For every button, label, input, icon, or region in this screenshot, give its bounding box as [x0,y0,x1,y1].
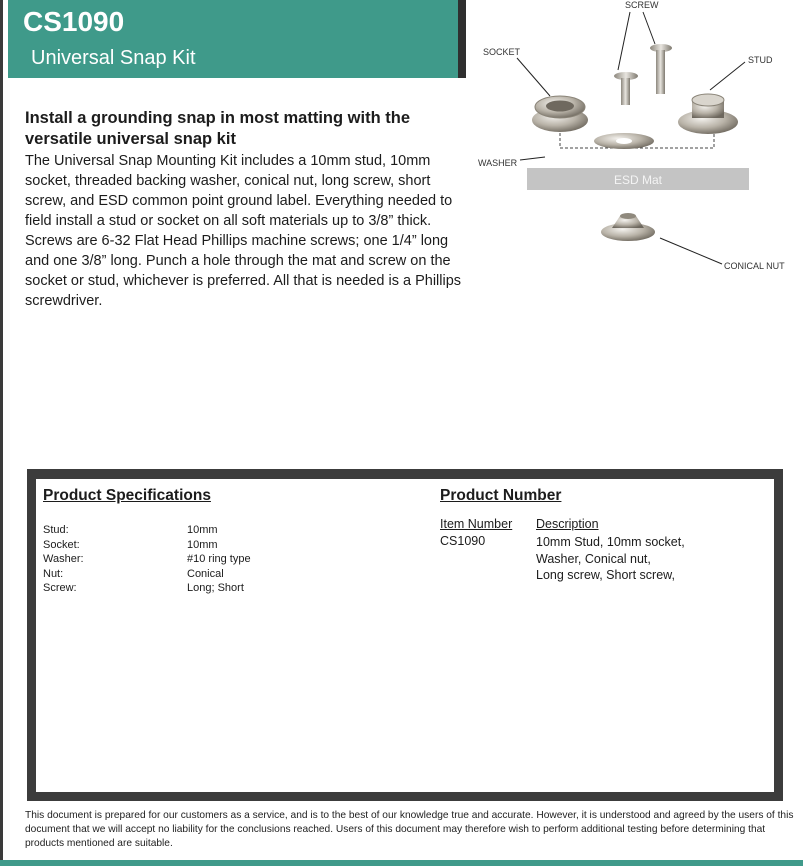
assembly-illustration [470,0,803,300]
description-line: Long screw, Short screw, [536,568,675,582]
spec-label: Screw: [43,582,77,594]
screw-leader-1 [618,12,630,70]
spec-value: #10 ring type [187,553,251,565]
left-border [0,0,3,866]
description-line: 10mm Stud, 10mm socket, [536,535,685,549]
washer-label: WASHER [478,158,518,168]
screw-label: SCREW [625,0,659,10]
spec-row [43,552,343,567]
washer-leader [520,157,545,160]
spec-value: 10mm [187,538,218,551]
socket-leader [517,58,550,96]
spec-label: Socket: [43,538,80,551]
esd-mat-label: ESD Mat [527,168,749,190]
product-description: The Universal Snap Mounting Kit includes a 10mm stud, 10mm socket, threaded backing washer, conical nut, long screw, short screw, and ESD common point ground label. Everything needed to field install a stud or socket on all soft materials up to 3/8” thick. Screws are 6-32 Flat Head Phillips machine screws; one 1/4” long and one 3/8” long. Punch a hole through the mat and screw on the socket or stud, whichever is preferred. All that is needed is a Phillips screwdriver. [25,153,462,309]
spec-list [43,523,343,596]
spec-value: 10mm [187,524,218,536]
headline: Install a grounding snap in most matting with the versatile universal snap kit [25,109,411,148]
spec-row [43,567,343,582]
description-header: Description [536,517,599,531]
product-subtitle: Universal Snap Kit [31,47,196,69]
socket-label: SOCKET [483,47,521,57]
product-number-title: Product Number [440,487,562,504]
spec-row [43,523,343,538]
disclaimer: This document is prepared for our customers as a service, and is to the best of our knowledge true and accurate. However, it is understood and agreed by the users of this document that we will accept no liability for the conclusions reached. Users of this document may therefore wish to perform additional testing before determining that products mentioned are suitable. [25,810,794,849]
item-number-header: Item Number [440,517,513,531]
conical-nut-label: CONICAL NUT [724,261,785,271]
spec-row [43,538,343,553]
stud-leader [710,62,745,90]
header-edge [458,0,466,78]
screw-leader-2 [643,12,655,44]
product-code: CS1090 [23,6,125,37]
footer-bar [0,860,803,866]
spec-label: Nut: [43,567,64,580]
spec-label: Washer: [43,553,84,565]
description-line: Washer, Conical nut, [536,551,651,566]
assembly-diagram [470,0,803,300]
description-value [536,534,685,584]
stud-label: STUD [748,55,773,65]
spec-value: Long; Short [187,582,244,594]
spec-value: Conical [187,567,224,580]
item-number-value: CS1090 [440,534,486,548]
spec-row [43,581,343,596]
nut-leader [660,238,722,264]
spec-label: Stud: [43,524,69,536]
product-specifications-title: Product Specifications [43,487,211,504]
